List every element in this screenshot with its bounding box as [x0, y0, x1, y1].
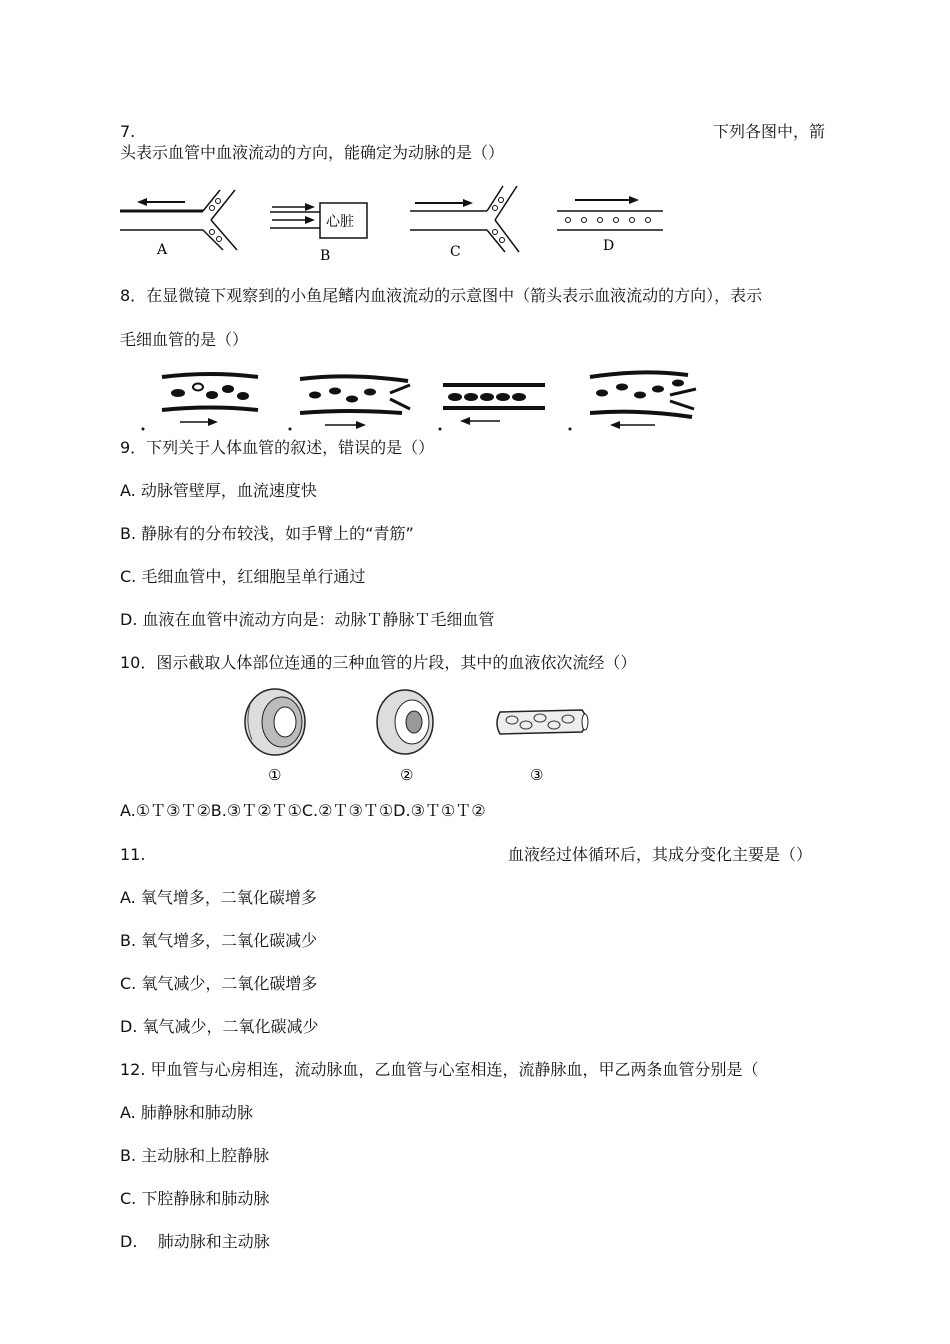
q9-option-d: D. 血液在血管中流动方向是：动脉Ｔ静脉Ｔ毛细血管: [120, 610, 495, 629]
q10-label-2: ②: [400, 766, 414, 784]
q7-figure-d: [557, 196, 663, 254]
q12-option-b: B. 主动脉和上腔静脉: [120, 1146, 270, 1165]
q8-text: 8．在显微镜下观察到的小鱼尾鳍内血液流动的示意图中（箭头表示血液流动的方向），表示: [120, 286, 763, 305]
q7-label-d: D: [603, 238, 615, 254]
q7-figure-b: [270, 203, 367, 264]
q7-text-right: 下列各图中，箭: [713, 122, 826, 141]
q9-option-a: A. 动脉管壁厚，血流速度快: [120, 481, 317, 500]
q7-number: 7.: [120, 122, 136, 141]
q9-option-c: C. 毛细血管中，红细胞呈单行通过: [120, 567, 366, 586]
q8-figure-1: [142, 374, 259, 431]
q10-label-1: ①: [268, 766, 282, 784]
q7-vessel-diagrams: [115, 178, 675, 268]
q11-text-right: 血液经过体循环后，其成分变化主要是（）: [508, 845, 813, 864]
q8-figure-4: [569, 372, 697, 430]
q7-label-c: C: [450, 244, 461, 260]
q7-text-cont: 头表示血管中血液流动的方向，能确定为动脉的是（）: [120, 143, 505, 162]
q11-option-c: C. 氧气减少，二氧化碳增多: [120, 974, 318, 993]
q10-label-3: ③: [530, 766, 544, 784]
q10-options: A.①Ｔ③Ｔ②B.③Ｔ②Ｔ①C.②Ｔ③Ｔ①D.③Ｔ①Ｔ②: [120, 801, 486, 820]
q7-figure-c: [410, 186, 519, 260]
q8-capillary-diagrams: [140, 365, 710, 435]
q10-figure-1: [245, 689, 305, 784]
q7-figure-a: [120, 190, 237, 258]
q11-option-d: D. 氧气减少，二氧化碳减少: [120, 1017, 319, 1036]
q7-label-b: B: [320, 248, 331, 264]
q11-number: 11.: [120, 845, 146, 864]
q7-label-a: A: [157, 242, 168, 258]
q8-figure-3: [439, 385, 546, 431]
q12-option-a: A. 肺静脉和肺动脉: [120, 1103, 253, 1122]
q10-vessel-diagrams: [230, 680, 610, 790]
q10-figure-2: [377, 690, 433, 784]
q12-option-c: C. 下腔静脉和肺动脉: [120, 1189, 270, 1208]
q8-figure-2: [289, 376, 411, 430]
q11-option-a: A. 氧气增多，二氧化碳增多: [120, 888, 317, 907]
q9-text: 9．下列关于人体血管的叙述，错误的是（）: [120, 438, 435, 457]
q12-option-d: D. 肺动脉和主动脉: [120, 1232, 270, 1251]
q7-heart-label: 心脏: [326, 214, 354, 230]
q12-text: 12. 甲血管与心房相连，流动脉血，乙血管与心室相连，流静脉血，甲乙两条血管分别是（: [120, 1060, 759, 1079]
q11-option-b: B. 氧气增多，二氧化碳减少: [120, 931, 318, 950]
q9-option-b: B. 静脉有的分布较浅，如手臂上的“青筋”: [120, 524, 414, 543]
q10-text: 10．图示截取人体部位连通的三种血管的片段，其中的血液依次流经（）: [120, 653, 637, 672]
q8-text-cont: 毛细血管的是（）: [120, 330, 249, 349]
q10-figure-3: [497, 710, 588, 784]
